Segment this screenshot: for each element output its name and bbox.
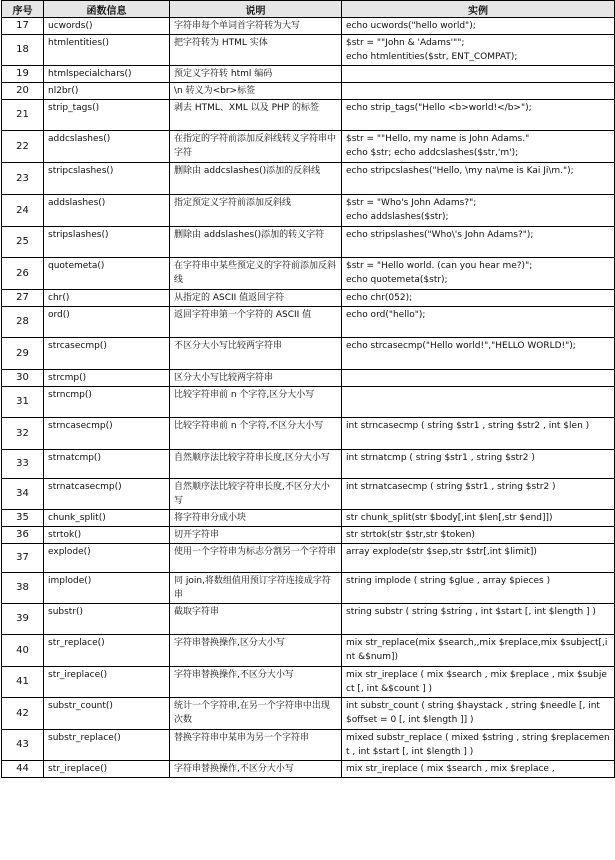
example-line: echo chr(052); bbox=[346, 293, 413, 303]
function-name: strcasecmp() bbox=[44, 338, 170, 370]
function-name: ucwords() bbox=[44, 18, 170, 35]
function-description: 字符串替换操作,区分大小写 bbox=[170, 635, 342, 667]
function-name: quotemeta() bbox=[44, 258, 170, 290]
row-number: 37 bbox=[2, 544, 44, 573]
function-name: explode() bbox=[44, 544, 170, 573]
function-description: 区分大小写比较两字符串 bbox=[170, 370, 342, 387]
example-line: echo stripslashes("Who\'s John Adams?"); bbox=[346, 230, 534, 240]
header-no: 序号 bbox=[2, 1, 44, 18]
function-name: ord() bbox=[44, 307, 170, 338]
function-name: strnatcmp() bbox=[44, 450, 170, 479]
function-name: strtok() bbox=[44, 527, 170, 544]
function-description: 从指定的 ASCII 值返回字符 bbox=[170, 290, 342, 307]
example-line: echo quotemeta($str); bbox=[346, 275, 448, 285]
function-description: 替换字符串中某串为另一个字符串 bbox=[170, 730, 342, 761]
function-description: 把字符转为 HTML 实体 bbox=[170, 35, 342, 66]
function-example bbox=[342, 418, 615, 450]
example-line: echo stripcslashes("Hello, \my na\me is Kai Ji\m."); bbox=[346, 166, 574, 176]
function-description: 返回字符串第一个字符的 ASCII 值 bbox=[170, 307, 342, 338]
function-description: 删除由 addcslashes()添加的反斜线 bbox=[170, 163, 342, 195]
row-number: 36 bbox=[2, 527, 44, 544]
example-line: echo htmlentities($str, ENT_COMPAT); bbox=[346, 52, 518, 62]
function-example bbox=[342, 479, 615, 510]
function-example bbox=[342, 730, 615, 761]
example-line: mix str_ireplace ( mix $search , mix $replace , mix $subject [, int &$count ] ) bbox=[346, 670, 607, 694]
table-row bbox=[2, 83, 615, 100]
table-row bbox=[2, 510, 615, 527]
row-number: 19 bbox=[2, 66, 44, 83]
table-row bbox=[2, 131, 615, 163]
example-line: echo ord("hello"); bbox=[346, 310, 426, 320]
function-example bbox=[342, 338, 615, 370]
function-name: strcmp() bbox=[44, 370, 170, 387]
function-name: str_ireplace() bbox=[44, 761, 170, 778]
function-description: 字符串替换操作,不区分大小写 bbox=[170, 761, 342, 778]
function-name: htmlentities() bbox=[44, 35, 170, 66]
function-example bbox=[342, 387, 615, 418]
example-line: $str = "Who's John Adams?"; bbox=[346, 198, 477, 208]
function-description: 指定预定义字符前添加反斜线 bbox=[170, 195, 342, 227]
function-name: strncasecmp() bbox=[44, 418, 170, 450]
function-description: 删除由 addslashes()添加的转义字符 bbox=[170, 227, 342, 258]
function-example bbox=[342, 100, 615, 131]
example-line: $str = ""John & 'Adams'""; bbox=[346, 38, 465, 48]
example-line: echo addslashes($str); bbox=[346, 212, 449, 222]
function-description: 统计一个字符串,在另一个字符串中出现次数 bbox=[170, 698, 342, 730]
example-line: echo strcasecmp("Hello world!","HELLO WORLD!"); bbox=[346, 341, 576, 351]
function-name: str_ireplace() bbox=[44, 667, 170, 698]
table-row bbox=[2, 163, 615, 195]
function-description: 不区分大小写比较两字符串 bbox=[170, 338, 342, 370]
function-description: 比较字符串前 n 个字符,不区分大小写 bbox=[170, 418, 342, 450]
table-row bbox=[2, 307, 615, 338]
function-name: nl2br() bbox=[44, 83, 170, 100]
header-row bbox=[2, 1, 615, 18]
table-row bbox=[2, 290, 615, 307]
function-description: 剥去 HTML、XML 以及 PHP 的标签 bbox=[170, 100, 342, 131]
table-row bbox=[2, 527, 615, 544]
function-example bbox=[342, 698, 615, 730]
example-line: echo strip_tags("Hello <b>world!</b>"); bbox=[346, 103, 532, 113]
function-example bbox=[342, 573, 615, 604]
function-name: stripslashes() bbox=[44, 227, 170, 258]
function-example bbox=[342, 131, 615, 163]
function-example bbox=[342, 510, 615, 527]
function-description: 比较字符串前 n 个字符,区分大小写 bbox=[170, 387, 342, 418]
function-example bbox=[342, 450, 615, 479]
function-example bbox=[342, 604, 615, 635]
table-row bbox=[2, 418, 615, 450]
row-number: 29 bbox=[2, 338, 44, 370]
function-description: 在字符串中某些预定义的字符前添加反斜线 bbox=[170, 258, 342, 290]
example-line: str strtok(str $str,str $token) bbox=[346, 530, 475, 540]
table-row bbox=[2, 35, 615, 66]
row-number: 43 bbox=[2, 730, 44, 761]
table-row bbox=[2, 66, 615, 83]
function-description: 字符串替换操作,不区分大小写 bbox=[170, 667, 342, 698]
function-name: stripcslashes() bbox=[44, 163, 170, 195]
function-example bbox=[342, 370, 615, 387]
function-example bbox=[342, 35, 615, 66]
example-line: int substr_count ( string $haystack , string $needle [, int $offset = 0 [, int $length ]] ) bbox=[346, 701, 600, 725]
function-table bbox=[1, 0, 615, 778]
row-number: 33 bbox=[2, 450, 44, 479]
function-description: 使用一个字符串为标志分割另一个字符串 bbox=[170, 544, 342, 573]
function-name: addcslashes() bbox=[44, 131, 170, 163]
function-example bbox=[342, 83, 615, 100]
function-example bbox=[342, 635, 615, 667]
example-line: str chunk_split(str $body[,int $len[,str $end]]) bbox=[346, 513, 553, 523]
row-number: 30 bbox=[2, 370, 44, 387]
function-name: htmlspecialchars() bbox=[44, 66, 170, 83]
function-name: substr_replace() bbox=[44, 730, 170, 761]
row-number: 24 bbox=[2, 195, 44, 227]
table-row bbox=[2, 544, 615, 573]
function-name: strnatcasecmp() bbox=[44, 479, 170, 510]
row-number: 34 bbox=[2, 479, 44, 510]
function-example bbox=[342, 195, 615, 227]
function-name: str_replace() bbox=[44, 635, 170, 667]
table-body bbox=[2, 18, 615, 778]
function-example bbox=[342, 227, 615, 258]
row-number: 28 bbox=[2, 307, 44, 338]
row-number: 27 bbox=[2, 290, 44, 307]
function-example bbox=[342, 527, 615, 544]
function-example bbox=[342, 18, 615, 35]
function-description: 预定义字符转 html 编码 bbox=[170, 66, 342, 83]
function-example bbox=[342, 307, 615, 338]
example-line: string implode ( string $glue , array $pieces ) bbox=[346, 576, 551, 586]
function-name: strip_tags() bbox=[44, 100, 170, 131]
row-number: 26 bbox=[2, 258, 44, 290]
row-number: 39 bbox=[2, 604, 44, 635]
row-number: 40 bbox=[2, 635, 44, 667]
table-row bbox=[2, 667, 615, 698]
function-example bbox=[342, 761, 615, 778]
row-number: 22 bbox=[2, 131, 44, 163]
row-number: 32 bbox=[2, 418, 44, 450]
row-number: 31 bbox=[2, 387, 44, 418]
function-name: chr() bbox=[44, 290, 170, 307]
table-row bbox=[2, 604, 615, 635]
example-line: mixed substr_replace ( mixed $string , string $replacement , int $start [, int $length ] ) bbox=[346, 733, 610, 757]
function-description: 在指定的字符前添加反斜线转义字符串中字符 bbox=[170, 131, 342, 163]
example-line: int strncasecmp ( string $str1 , string $str2 , int $len ) bbox=[346, 421, 590, 431]
example-line: $str = "Hello world. (can you hear me?)"; bbox=[346, 261, 533, 271]
example-line: string substr ( string $string , int $start [, int $length ] ) bbox=[346, 607, 596, 617]
row-number: 41 bbox=[2, 667, 44, 698]
table-row bbox=[2, 450, 615, 479]
table-row bbox=[2, 698, 615, 730]
example-line: mix str_replace(mix $search,,mix $replace,mix $subject[,int &$num]) bbox=[346, 638, 608, 662]
example-line: int strnatcasecmp ( string $str1 , string $str2 ) bbox=[346, 482, 556, 492]
table-row bbox=[2, 227, 615, 258]
function-name: substr_count() bbox=[44, 698, 170, 730]
example-line: mix str_ireplace ( mix $search , mix $replace , bbox=[346, 764, 555, 774]
function-example bbox=[342, 667, 615, 698]
row-number: 20 bbox=[2, 83, 44, 100]
function-description: 将字符串分成小块 bbox=[170, 510, 342, 527]
header-function: 函数信息 bbox=[44, 1, 170, 18]
function-description: 自然顺序法比较字符串长度,区分大小写 bbox=[170, 450, 342, 479]
row-number: 23 bbox=[2, 163, 44, 195]
function-name: substr() bbox=[44, 604, 170, 635]
function-description: 自然顺序法比较字符串长度,不区分大小写 bbox=[170, 479, 342, 510]
table-row bbox=[2, 573, 615, 604]
function-example bbox=[342, 258, 615, 290]
function-description: 截取字符串 bbox=[170, 604, 342, 635]
table-row bbox=[2, 258, 615, 290]
row-number: 35 bbox=[2, 510, 44, 527]
function-description: \n 转义为<br>标签 bbox=[170, 83, 342, 100]
table-row bbox=[2, 635, 615, 667]
function-name: strncmp() bbox=[44, 387, 170, 418]
row-number: 17 bbox=[2, 18, 44, 35]
table-row bbox=[2, 370, 615, 387]
function-description: 切开字符串 bbox=[170, 527, 342, 544]
table-row bbox=[2, 761, 615, 778]
row-number: 38 bbox=[2, 573, 44, 604]
example-line: echo ucwords("hello world"); bbox=[346, 21, 476, 31]
row-number: 42 bbox=[2, 698, 44, 730]
function-name: addslashes() bbox=[44, 195, 170, 227]
function-name: implode() bbox=[44, 573, 170, 604]
function-description: 字符串每个单词首字符转为大写 bbox=[170, 18, 342, 35]
table-row bbox=[2, 479, 615, 510]
table-row bbox=[2, 387, 615, 418]
row-number: 21 bbox=[2, 100, 44, 131]
function-example bbox=[342, 290, 615, 307]
table-row bbox=[2, 338, 615, 370]
example-line: int strnatcmp ( string $str1 , string $str2 ) bbox=[346, 453, 535, 463]
header-description: 说明 bbox=[170, 1, 342, 18]
table-row bbox=[2, 730, 615, 761]
table-row bbox=[2, 18, 615, 35]
example-line: echo $str; echo addcslashes($str,'m'); bbox=[346, 148, 519, 158]
row-number: 44 bbox=[2, 761, 44, 778]
function-description: 同 join,将数组值用预订字符连接成字符串 bbox=[170, 573, 342, 604]
table-row bbox=[2, 100, 615, 131]
function-example bbox=[342, 66, 615, 83]
example-line: array explode(str $sep,str $str[,int $limit]) bbox=[346, 547, 537, 557]
function-example bbox=[342, 544, 615, 573]
example-line: $str = ""Hello, my name is John Adams." bbox=[346, 134, 530, 144]
header-example: 实例 bbox=[342, 1, 615, 18]
table-row bbox=[2, 195, 615, 227]
function-example bbox=[342, 163, 615, 195]
row-number: 25 bbox=[2, 227, 44, 258]
row-number: 18 bbox=[2, 35, 44, 66]
function-name: chunk_split() bbox=[44, 510, 170, 527]
